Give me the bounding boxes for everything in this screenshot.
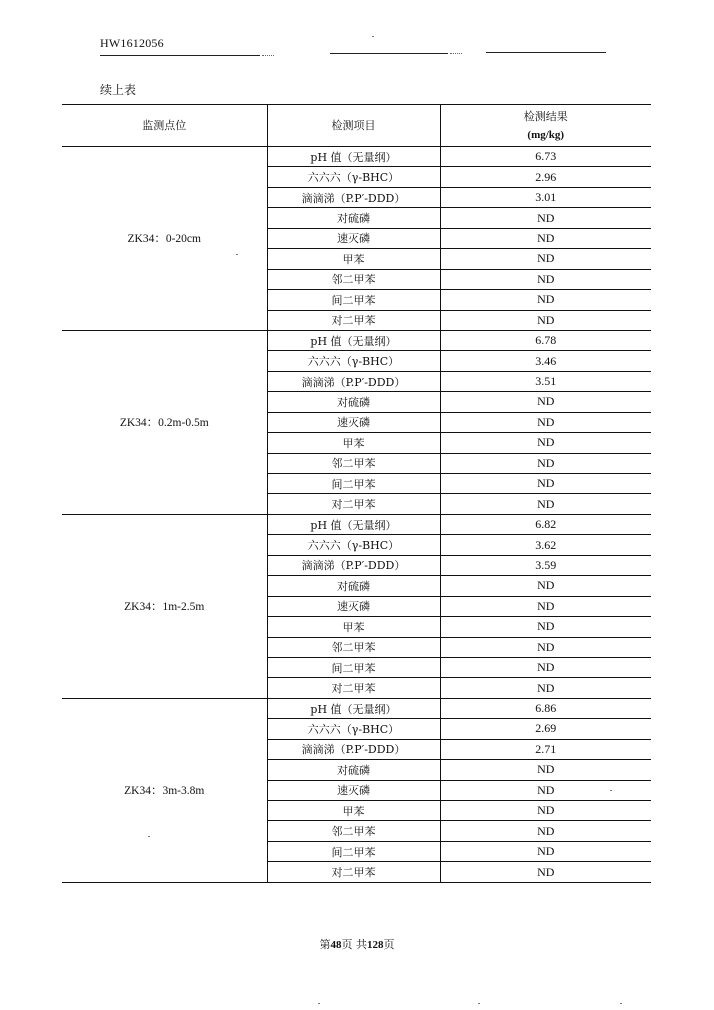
result-value-cell: ND bbox=[440, 678, 651, 698]
test-item-cell: pH 值（无量纲） bbox=[267, 147, 440, 167]
test-item-cell: 对二甲苯 bbox=[267, 862, 440, 882]
header-item: 检测项目 bbox=[267, 105, 440, 147]
header-rule-gap-2 bbox=[450, 53, 462, 54]
test-item-cell: 间二甲苯 bbox=[267, 657, 440, 677]
test-item-cell: 六六六（γ-BHC） bbox=[267, 719, 440, 739]
test-item-cell: 邻二甲苯 bbox=[267, 821, 440, 841]
result-value-cell: 3.51 bbox=[440, 371, 651, 391]
result-value-cell: ND bbox=[440, 392, 651, 412]
result-value-cell: ND bbox=[440, 821, 651, 841]
result-value-cell: 3.46 bbox=[440, 351, 651, 371]
result-value-cell: ND bbox=[440, 617, 651, 637]
result-value-cell: ND bbox=[440, 208, 651, 228]
scan-speck bbox=[620, 1003, 622, 1004]
test-item-cell: 甲苯 bbox=[267, 617, 440, 637]
monitoring-site-cell: ZK34：0.2m-0.5m bbox=[62, 330, 267, 514]
result-value-cell: ND bbox=[440, 412, 651, 432]
footer-middle: 页 共 bbox=[341, 938, 367, 951]
result-value-cell: ND bbox=[440, 760, 651, 780]
test-item-cell: 滴滴涕（P.P′-DDD） bbox=[267, 555, 440, 575]
test-item-cell: 对硫磷 bbox=[267, 392, 440, 412]
result-value-cell: 2.96 bbox=[440, 167, 651, 187]
result-value-cell: ND bbox=[440, 576, 651, 596]
result-value-cell: 2.71 bbox=[440, 739, 651, 759]
monitoring-site-cell: ZK34：0-20cm bbox=[62, 147, 267, 331]
header-result-unit: (mg/kg) bbox=[527, 128, 565, 141]
test-item-cell: 邻二甲苯 bbox=[267, 453, 440, 473]
table-row bbox=[62, 698, 651, 718]
test-item-cell: 间二甲苯 bbox=[267, 290, 440, 310]
scan-speck bbox=[148, 836, 150, 837]
result-value-cell: ND bbox=[440, 474, 651, 494]
footer-total-pages: 128 bbox=[367, 939, 384, 951]
header-rule-gap-1 bbox=[262, 55, 274, 56]
test-item-cell: 对二甲苯 bbox=[267, 494, 440, 514]
test-item-cell: pH 值（无量纲） bbox=[267, 698, 440, 718]
result-value-cell: 6.73 bbox=[440, 147, 651, 167]
result-value-cell: ND bbox=[440, 310, 651, 330]
test-item-cell: 间二甲苯 bbox=[267, 841, 440, 861]
test-item-cell: 六六六（γ-BHC） bbox=[267, 167, 440, 187]
test-item-cell: 对硫磷 bbox=[267, 576, 440, 596]
soil-test-results-table bbox=[62, 104, 651, 883]
result-value-cell: ND bbox=[440, 249, 651, 269]
test-item-cell: 对二甲苯 bbox=[267, 310, 440, 330]
monitoring-site-cell: ZK34：1m-2.5m bbox=[62, 514, 267, 698]
scan-speck bbox=[478, 1003, 480, 1004]
result-value-cell: ND bbox=[440, 841, 651, 861]
test-item-cell: 滴滴涕（P.P′-DDD） bbox=[267, 371, 440, 391]
result-value-cell: ND bbox=[440, 637, 651, 657]
header-rule-right bbox=[486, 52, 606, 53]
header-rule-middle bbox=[330, 53, 448, 54]
test-item-cell: 六六六（γ-BHC） bbox=[267, 351, 440, 371]
result-value-cell: 6.82 bbox=[440, 514, 651, 534]
test-item-cell: 对硫磷 bbox=[267, 208, 440, 228]
scan-speck bbox=[318, 1003, 320, 1004]
result-value-cell: 2.69 bbox=[440, 719, 651, 739]
test-item-cell: 速灭磷 bbox=[267, 780, 440, 800]
test-item-cell: 速灭磷 bbox=[267, 596, 440, 616]
result-value-cell: 3.59 bbox=[440, 555, 651, 575]
table-row bbox=[62, 330, 651, 350]
test-item-cell: pH 值（无量纲） bbox=[267, 514, 440, 534]
scan-speck bbox=[236, 254, 238, 255]
footer-prefix: 第 bbox=[319, 938, 331, 951]
result-value-cell: ND bbox=[440, 290, 651, 310]
continuation-label: 续上表 bbox=[100, 83, 137, 97]
page-footer bbox=[0, 936, 714, 952]
result-value-cell: ND bbox=[440, 228, 651, 248]
result-value-cell: 6.78 bbox=[440, 330, 651, 350]
result-value-cell: 3.62 bbox=[440, 535, 651, 555]
test-item-cell: 邻二甲苯 bbox=[267, 637, 440, 657]
header-rule-left bbox=[100, 55, 260, 56]
test-item-cell: 速灭磷 bbox=[267, 412, 440, 432]
result-value-cell: 6.86 bbox=[440, 698, 651, 718]
test-item-cell: 六六六（γ-BHC） bbox=[267, 535, 440, 555]
result-value-cell: ND bbox=[440, 596, 651, 616]
test-item-cell: 速灭磷 bbox=[267, 228, 440, 248]
test-item-cell: pH 值（无量纲） bbox=[267, 330, 440, 350]
table-row bbox=[62, 514, 651, 534]
test-item-cell: 滴滴涕（P.P′-DDD） bbox=[267, 739, 440, 759]
document-code: HW1612056 bbox=[100, 36, 164, 50]
footer-page-number: 48 bbox=[330, 939, 342, 951]
result-value-cell: ND bbox=[440, 433, 651, 453]
result-value-cell: ND bbox=[440, 494, 651, 514]
test-item-cell: 甲苯 bbox=[267, 801, 440, 821]
test-item-cell: 甲苯 bbox=[267, 433, 440, 453]
scan-speck bbox=[610, 790, 612, 791]
monitoring-site-cell: ZK34：3m-3.8m bbox=[62, 698, 267, 882]
result-value-cell: ND bbox=[440, 453, 651, 473]
header-result bbox=[440, 105, 651, 147]
header-result-title: 检测结果 bbox=[523, 109, 568, 123]
result-value-cell: ND bbox=[440, 780, 651, 800]
test-item-cell: 甲苯 bbox=[267, 249, 440, 269]
result-value-cell: ND bbox=[440, 657, 651, 677]
result-value-cell: ND bbox=[440, 801, 651, 821]
test-item-cell: 对二甲苯 bbox=[267, 678, 440, 698]
test-item-cell: 间二甲苯 bbox=[267, 474, 440, 494]
footer-suffix: 页 bbox=[383, 938, 395, 951]
test-item-cell: 对硫磷 bbox=[267, 760, 440, 780]
table-header-row bbox=[62, 105, 651, 147]
header-site: 监测点位 bbox=[62, 105, 267, 147]
result-value-cell: ND bbox=[440, 862, 651, 882]
table-row bbox=[62, 147, 651, 167]
result-value-cell: 3.01 bbox=[440, 187, 651, 207]
test-item-cell: 邻二甲苯 bbox=[267, 269, 440, 289]
scan-speck bbox=[372, 36, 374, 37]
result-value-cell: ND bbox=[440, 269, 651, 289]
test-item-cell: 滴滴涕（P.P′-DDD） bbox=[267, 187, 440, 207]
